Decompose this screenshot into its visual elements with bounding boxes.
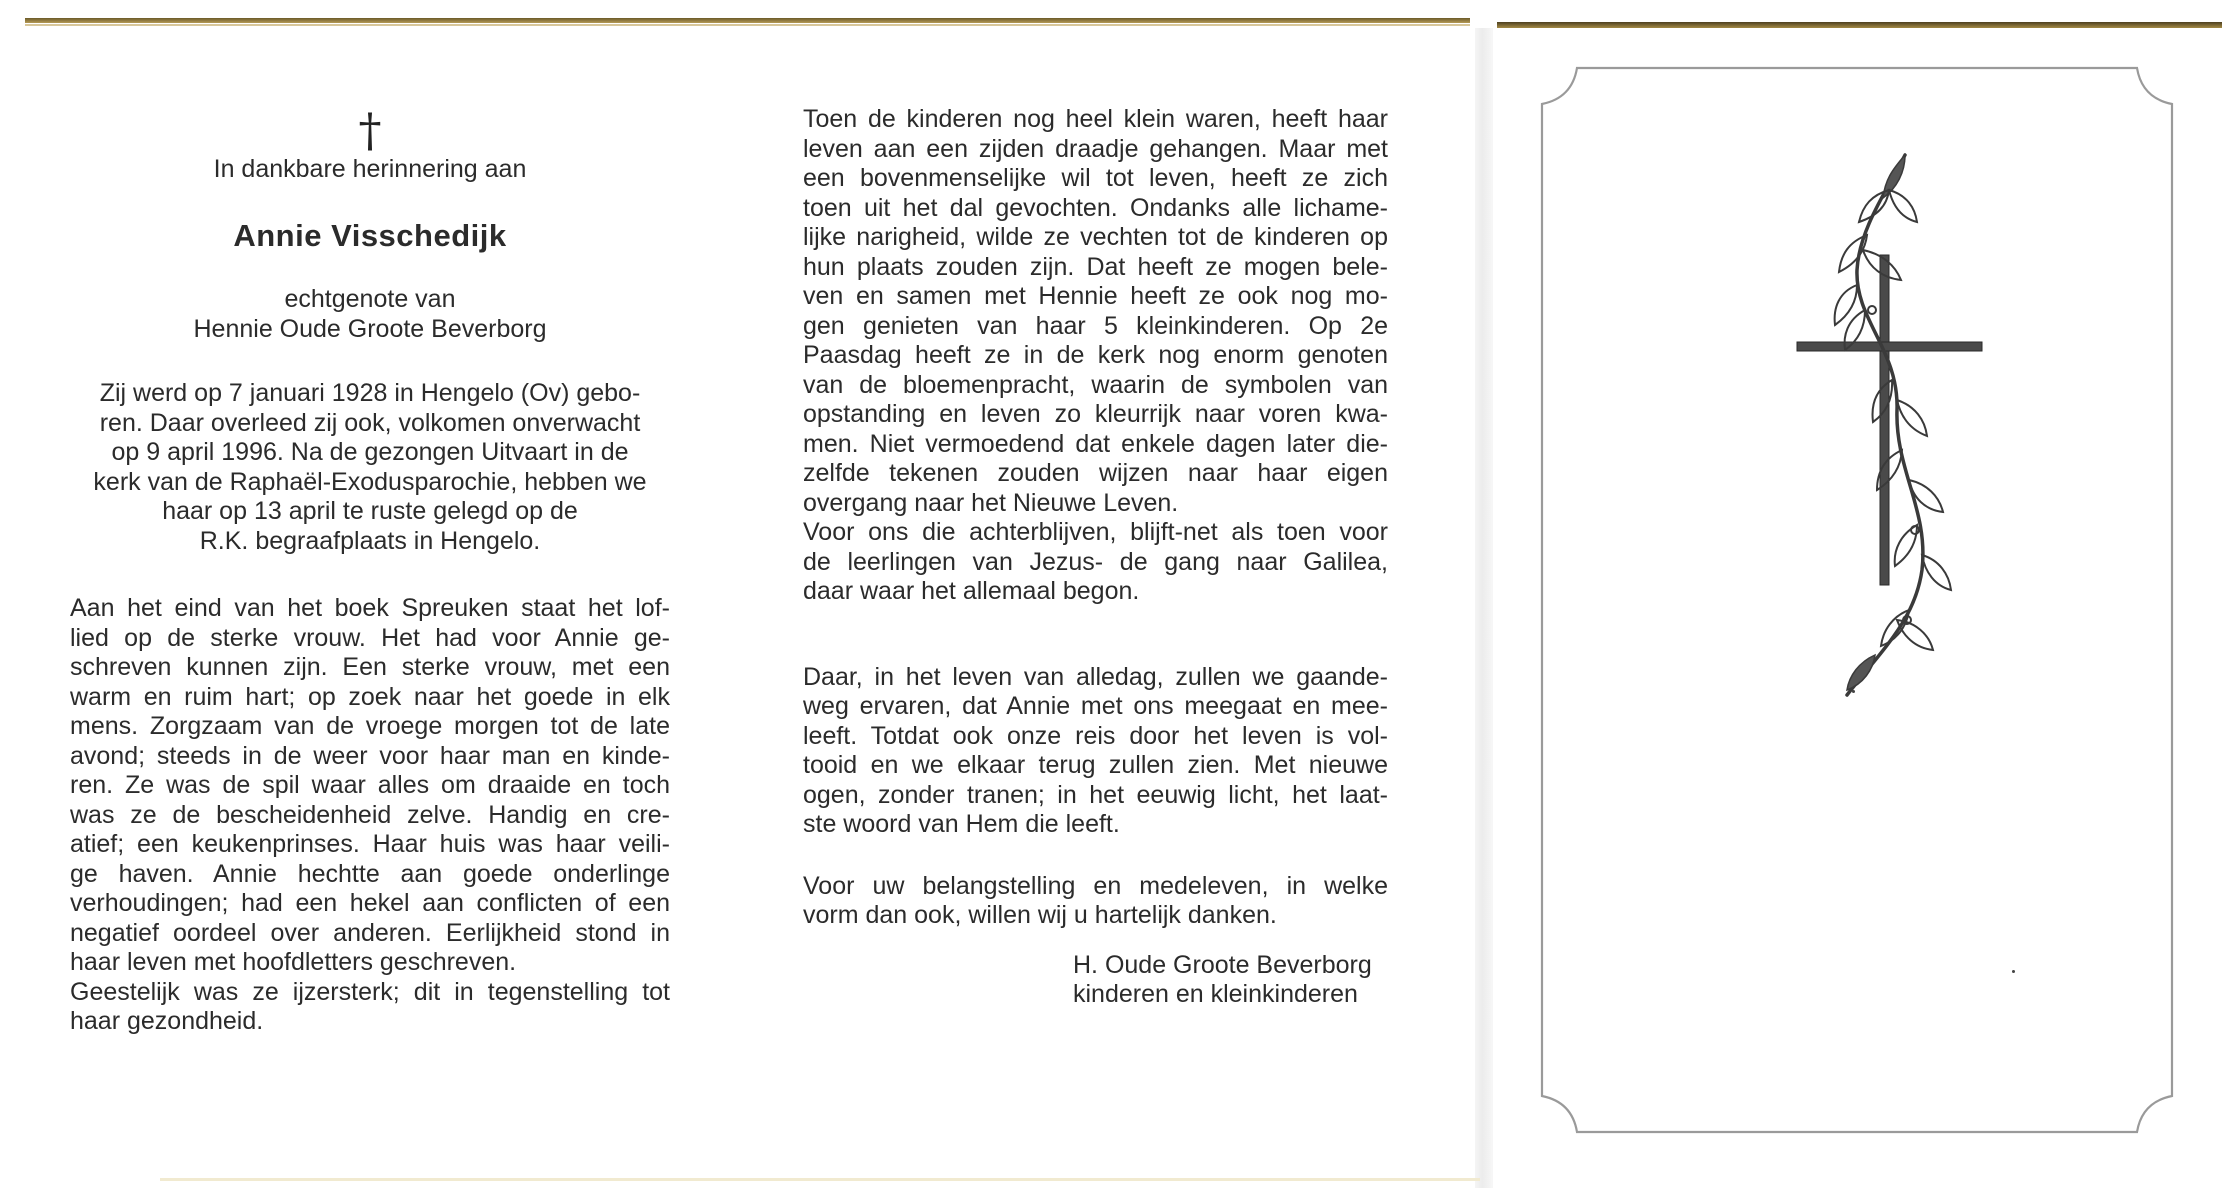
bio-line: Zij werd op 7 januari 1928 in Hengelo (Ov) gebo- <box>99 379 641 407</box>
bio-line: ren. Daar overleed zij ook, volkomen onverwacht <box>99 408 641 437</box>
bio-line: kerk van de Raphaël-Exodusparochie, hebben we <box>93 467 647 496</box>
spacer <box>803 840 1388 872</box>
cross-symbol: † <box>358 103 382 157</box>
story-line: ven en samen met Hennie heeft ze ook nog mo- <box>803 282 1388 310</box>
praise-line: schreven kunnen zijn. Een sterke vrouw, met een <box>70 653 670 681</box>
thanks-paragraph <box>803 872 1388 931</box>
left-page <box>70 105 670 1037</box>
spouse-name: Hennie Oude Groote Beverborg <box>193 314 547 343</box>
story-line: een bovenmenselijke wil tot leven, heeft ze zich <box>803 164 1388 192</box>
thanks-line: vorm dan ook, willen wij u hartelijk danken. <box>803 901 1277 929</box>
story-line: hun plaats zouden zijn. Dat heeft ze mogen bele- <box>803 252 1388 281</box>
page-gutter <box>1475 28 1493 1188</box>
praise-line: verhoudingen; had een hekel aan conflicten of een <box>70 889 670 917</box>
hope-line: Daar, in het leven van alledag, zullen we gaande- <box>803 662 1388 691</box>
praise-line: ge haven. Annie hechtte aan goede onderlinge <box>70 859 670 888</box>
closing-line: Geestelijk was ze ijzersterk; dit in tegenstelling tot <box>70 977 670 1006</box>
card-frame <box>1532 60 2182 1140</box>
spouse-label: echtgenote van <box>284 285 456 313</box>
middle-page <box>803 105 1388 1010</box>
hope-line: weg ervaren, dat Annie met ons meegaat en mee- <box>803 692 1388 720</box>
story-line: opstanding en leven zo kleurrijk naar voren kwa- <box>803 400 1388 428</box>
spacer <box>803 607 1388 663</box>
palm-leaf <box>1897 400 1927 436</box>
card-frame-border <box>1542 68 2172 1132</box>
story-line: Toen de kinderen nog heel klein waren, heeft haar <box>803 105 1388 133</box>
hope-line: ogen, zonder tranen; in het eeuwig licht, het laat- <box>803 780 1388 809</box>
story-paragraph <box>803 105 1388 607</box>
story2-line: de leerlingen van Jezus- de gang naar Galilea, <box>803 547 1388 576</box>
hope-line: tooid en we elkaar terug zullen zien. Met nieuwe <box>803 751 1388 779</box>
palm-leaf <box>1895 525 1917 566</box>
story-line: leven aan een zijden draadje gehangen. Maar met <box>803 134 1388 163</box>
bio-line: op 9 april 1996. Na de gezongen Uitvaart in de <box>111 438 629 466</box>
praise-line: was ze de bescheidenheid zelve. Handig en cre- <box>70 800 670 829</box>
cross-emblem <box>1797 155 1982 695</box>
closing-line: haar gezondheid. <box>70 1007 264 1035</box>
praise-paragraph <box>70 594 670 1037</box>
hope-paragraph <box>803 663 1388 840</box>
bio-line: haar op 13 april te ruste gelegd op de <box>162 497 578 525</box>
story2-line: Voor ons die achterblijven, blijft-net als toen voor <box>803 518 1388 546</box>
thanks-line: Voor uw belangstelling en medeleven, in welke <box>803 871 1388 900</box>
dedication-text: In dankbare herinnering aan <box>213 155 527 183</box>
signature-line: H. Oude Groote Beverborg <box>1073 950 1372 979</box>
palm-leaf <box>1847 655 1875 690</box>
story-line: lijke narigheid, wilde ze vechten tot de kinderen op <box>803 223 1388 251</box>
story-line: zelfde tekenen zouden wijzen naar haar eigen <box>803 459 1388 487</box>
story-line: gen genieten van haar 5 kleinkinderen. Op 2e <box>803 311 1388 340</box>
praise-line: haar leven met hoofdletters geschreven. <box>70 948 517 976</box>
top-gold-rule <box>25 18 1470 23</box>
deceased-name: Annie Visschedijk <box>233 217 507 253</box>
praise-line: Aan het eind van het boek Spreuken staat het lof- <box>70 594 670 622</box>
praise-line: ren. Ze was de spil waar alles om draaide en toch <box>70 771 670 799</box>
cross-horizontal-beam <box>1797 342 1982 351</box>
card-top-rule <box>1497 22 2222 28</box>
praise-line: lied op de sterke vrouw. Het had voor Annie ge- <box>70 623 670 652</box>
memorial-card <box>1532 60 2182 1140</box>
praise-line: negatief oordeel over anderen. Eerlijkheid stond in <box>70 918 670 947</box>
praise-line: atief; een keukenprinses. Haar huis was haar veili- <box>70 830 670 858</box>
signature-block <box>1073 951 1388 1010</box>
biography <box>70 379 670 556</box>
palm-leaf <box>1922 555 1951 590</box>
hope-line: leeft. Totdat ook onze reis door het leven is vol- <box>803 721 1388 750</box>
signature-line: kinderen en kleinkinderen <box>1073 980 1358 1008</box>
story-line: van de bloemenpracht, waarin de symbolen van <box>803 370 1388 399</box>
story-line: men. Niet vermoedend dat enkele dagen later die- <box>803 429 1388 458</box>
story-line: overgang naar het Nieuwe Leven. <box>803 488 1179 517</box>
hope-line: ste woord van Hem die leeft. <box>803 810 1120 838</box>
palm-bud <box>1868 306 1876 314</box>
bio-line: R.K. begraafplaats in Hengelo. <box>199 526 541 555</box>
story-line: Paasdag heeft ze in de kerk nog enorm genoten <box>803 341 1388 369</box>
palm-leaf <box>1889 190 1917 222</box>
paper-speck <box>2012 970 2015 973</box>
cross-vertical-beam <box>1880 255 1889 585</box>
bottom-rule <box>160 1178 1480 1181</box>
praise-line: mens. Zorgzaam van de vroege morgen tot de late <box>70 712 670 740</box>
paper-speck <box>1852 690 1855 693</box>
story2-line: daar waar het allemaal begon. <box>803 577 1140 605</box>
top-gold-rule-shadow <box>25 24 1470 26</box>
praise-line: avond; steeds in de weer voor haar man en kinde- <box>70 741 670 770</box>
praise-line: warm en ruim hart; op zoek naar het goede in elk <box>70 682 670 711</box>
story-line: toen uit het dal gevochten. Ondanks alle lichame- <box>803 193 1388 222</box>
